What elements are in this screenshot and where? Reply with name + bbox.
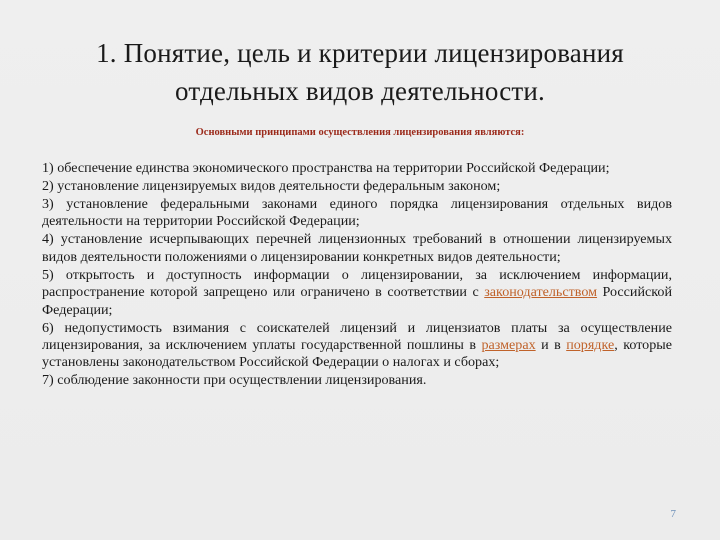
principle-5-tail: Российской Федерации; [42, 284, 672, 318]
principle-7: 7) соблюдение законности при осуществлении лицензирования. [42, 372, 427, 389]
principle-6 [42, 320, 672, 372]
principle-4: 4) установление исчерпывающих перечней лицензионных требований в отношении лицензируемых видов деятельности положениями о лицензировании конкретных видов деятельности; [42, 231, 672, 265]
principle-2: 2) установление лицензируемых видов деятельности федеральным законом; [42, 178, 501, 194]
principles-list [42, 160, 672, 390]
principle-1: 1) обеспечение единства экономического пространства на территории Российской Федерации; [42, 160, 610, 176]
title-line-2: отдельных видов деятельности. [175, 76, 545, 106]
slide-subtitle: Основными принципами осуществления лицензирования являются: [195, 127, 525, 138]
title-line-1: 1. Понятие, цель и критерии лицензирования [96, 38, 624, 68]
principle-5 [42, 267, 672, 319]
principle-3: 3) установление федеральными законами единого порядка лицензирования отдельных видов деятельности на территории Российской Федерации; [42, 196, 672, 230]
page-number: 7 [670, 508, 676, 520]
legislation-link[interactable]: законодательством [484, 284, 598, 301]
principle-5-text: 5) открытость и доступность информации о лицензировании, за исключением информации, распространение которой запрещено или ограничено в соответствии с [42, 266, 672, 301]
principle-6-mid: и в [535, 337, 567, 354]
amounts-link[interactable]: размерах [481, 337, 536, 354]
principle-6-tail: , которые установлены законодательством Российской Федерации о налогах и сборах; [42, 337, 672, 371]
procedure-link[interactable]: порядке [566, 337, 615, 354]
principle-6-text: 6) недопустимость взимания с соискателей лицензий и лицензиатов платы за осуществление лицензирования, за исключением уплаты государственной пошлины в [42, 319, 672, 354]
slide-title [60, 34, 660, 110]
